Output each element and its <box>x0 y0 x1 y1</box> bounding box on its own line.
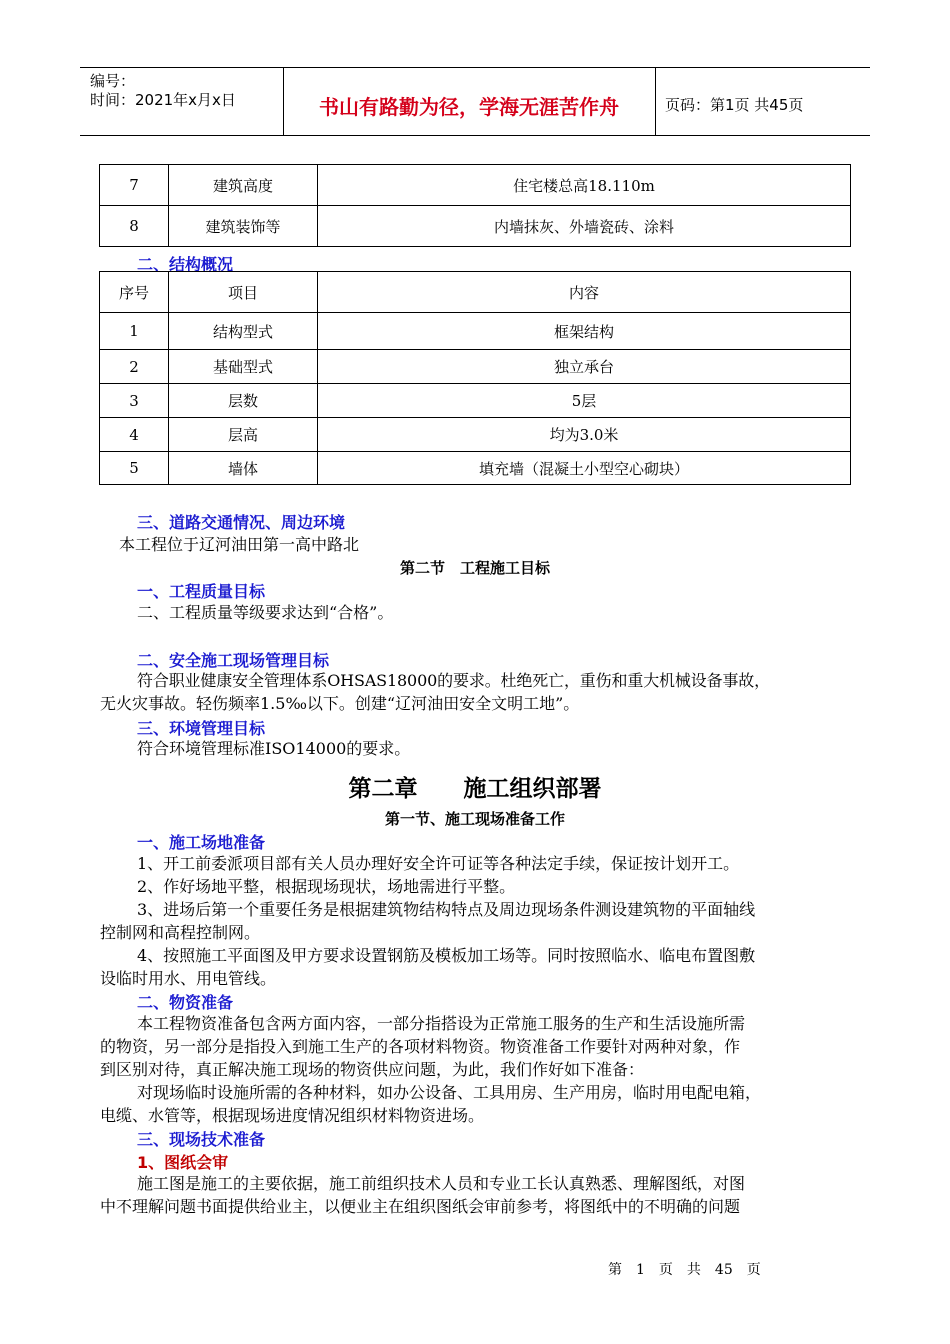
header-top-rule <box>80 67 870 68</box>
row-item: 层高 <box>169 418 318 452</box>
road-text: 本工程位于辽河油田第一高中路北 <box>119 535 360 554</box>
table-row <box>100 165 851 206</box>
row-number: 3 <box>100 384 169 418</box>
row-item: 墙体 <box>169 452 318 485</box>
doc-date-label: 时间：2021年x月x日 <box>90 91 236 109</box>
tech-title: 三、现场技术准备 <box>137 1130 266 1149</box>
material-text: 电缆、水管等，根据现场进度情况组织材料物资进场。 <box>100 1106 485 1125</box>
drawing-text: 中不理解问题书面提供给业主，以便业主在组织图纸会审前参考，将图纸中的不明确的问题 <box>100 1197 741 1216</box>
material-text: 本工程物资准备包含两方面内容，一部分指搭设为正常施工服务的生产和生活设施所需 <box>137 1014 746 1033</box>
drawing-title: 1、图纸会审 <box>137 1153 229 1172</box>
section-structure-title: 二、结构概况 <box>137 255 234 274</box>
material-text: 对现场临时设施所需的各种材料，如办公设备、工具用房、生产用房，临时用电配电箱， <box>137 1083 762 1102</box>
row-number: 8 <box>100 206 169 247</box>
structure-table <box>99 271 851 485</box>
table-row <box>100 206 851 247</box>
row-item: 建筑装饰等 <box>169 206 318 247</box>
env-text: 符合环境管理标准ISO14000的要求。 <box>137 739 411 758</box>
table-row <box>100 384 851 418</box>
row-content: 独立承台 <box>318 350 851 384</box>
table-row <box>100 452 851 485</box>
header-no: 序号 <box>100 272 169 313</box>
header-item: 项目 <box>169 272 318 313</box>
quality-title: 一、工程质量目标 <box>137 582 266 601</box>
row-content: 内墙抹灰、外墙瓷砖、涂料 <box>318 206 851 247</box>
header-content: 内容 <box>318 272 851 313</box>
site-item: 4、按照施工平面图及甲方要求设置钢筋及模板加工场等。同时按照临水、临电布置图敷 <box>137 946 756 965</box>
site-item: 控制网和高程控制网。 <box>100 923 261 942</box>
section-road-title: 三、道路交通情况、周边环境 <box>137 513 346 532</box>
row-content: 5层 <box>318 384 851 418</box>
row-item: 建筑高度 <box>169 165 318 206</box>
site-item: 设临时用水、用电管线。 <box>100 969 277 988</box>
table-row <box>100 418 851 452</box>
table-row <box>100 313 851 350</box>
row-content: 均为3.0米 <box>318 418 851 452</box>
building-table <box>99 164 851 247</box>
row-number: 7 <box>100 165 169 206</box>
site-item: 2、作好场地平整，根据现场现状，场地需进行平整。 <box>137 877 516 896</box>
quality-text: 二、工程质量等级要求达到“合格”。 <box>137 603 394 622</box>
row-number: 4 <box>100 418 169 452</box>
table-header-row <box>100 272 851 313</box>
site-item: 1、开工前委派项目部有关人员办理好安全许可证等各种法定手续，保证按计划开工。 <box>137 854 740 873</box>
row-number: 1 <box>100 313 169 350</box>
section2-title: 第二节 工程施工目标 <box>399 559 550 577</box>
header-motto: 书山有路勤为径，学海无涯苦作舟 <box>319 95 619 119</box>
drawing-text: 施工图是施工的主要依据，施工前组织技术人员和专业工长认真熟悉、理解图纸，对图 <box>137 1174 746 1193</box>
safety-title: 二、安全施工现场管理目标 <box>137 651 330 670</box>
material-text: 的物资，另一部分是指投入到施工生产的各项材料物资。物资准备工作要针对两种对象，作 <box>100 1037 741 1056</box>
chapter-title: 第二章 施工组织部署 <box>348 775 602 802</box>
row-number: 2 <box>100 350 169 384</box>
header-page-info: 页码：第1页 共45页 <box>665 96 804 114</box>
row-number: 5 <box>100 452 169 485</box>
material-title: 二、物资准备 <box>137 993 234 1012</box>
header-divider <box>655 67 656 135</box>
table-row <box>100 350 851 384</box>
safety-text: 符合职业健康安全管理体系OHSAS18000的要求。杜绝死亡，重伤和重大机械设备事故， <box>137 671 770 690</box>
row-item: 层数 <box>169 384 318 418</box>
doc-number-label: 编号： <box>90 72 136 90</box>
row-item: 结构型式 <box>169 313 318 350</box>
header-bottom-rule <box>80 135 870 136</box>
row-content: 框架结构 <box>318 313 851 350</box>
page-footer: 第 1 页 共 45 页 <box>608 1262 761 1278</box>
row-item: 基础型式 <box>169 350 318 384</box>
site-title: 一、施工场地准备 <box>137 833 266 852</box>
safety-text: 无火灾事故。轻伤频率1.5‰以下。创建“辽河油田安全文明工地”。 <box>100 694 580 713</box>
env-title: 三、环境管理目标 <box>137 719 266 738</box>
sec1-title: 第一节、施工现场准备工作 <box>384 810 565 828</box>
row-content: 填充墙（混凝土小型空心砌块） <box>318 452 851 485</box>
site-item: 3、进场后第一个重要任务是根据建筑物结构特点及周边现场条件测设建筑物的平面轴线 <box>137 900 756 919</box>
material-text: 到区别对待，真正解决施工现场的物资供应问题，为此，我们作好如下准备： <box>100 1060 645 1079</box>
row-content: 住宅楼总高18.110m <box>318 165 851 206</box>
